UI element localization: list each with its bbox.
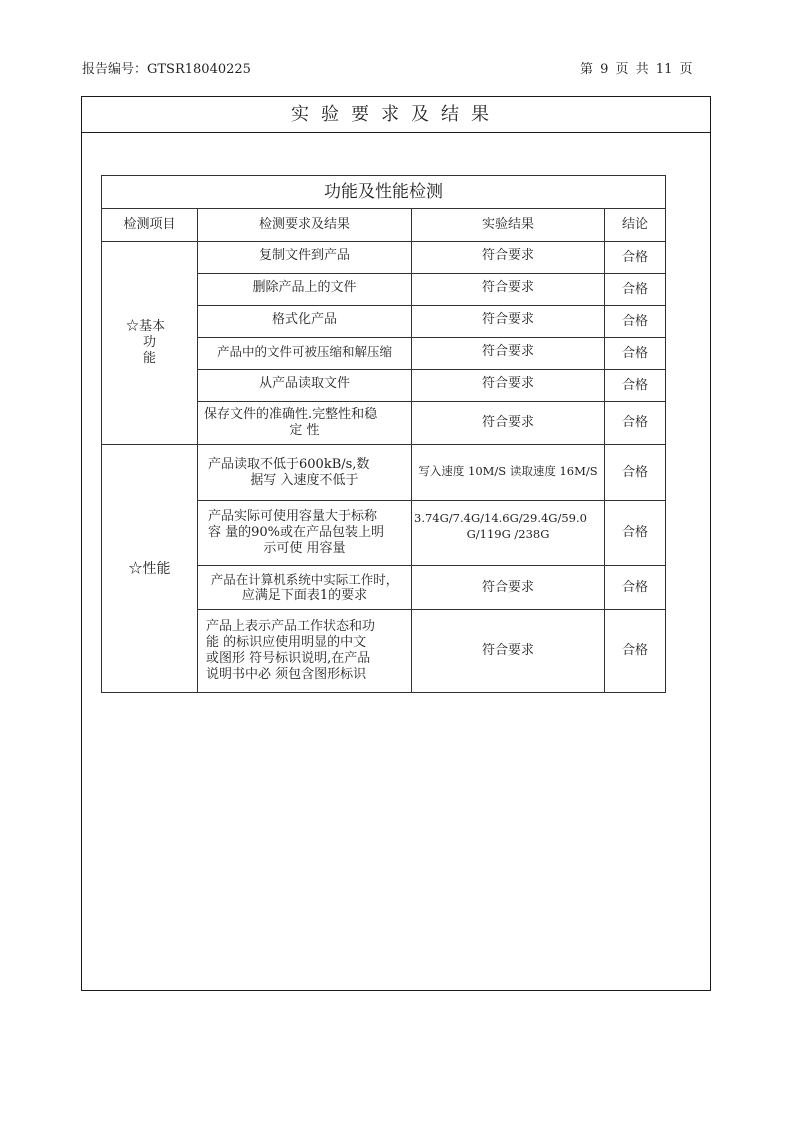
- result-cell: 符合要求: [412, 272, 605, 304]
- table-title: 功能及性能检测: [102, 176, 666, 209]
- category-line: 功: [142, 335, 156, 350]
- requirement-line: 应满足下面表1的要求: [241, 587, 368, 603]
- result-cell: [412, 501, 605, 566]
- conclusion-cell: 合格: [605, 445, 666, 501]
- requirement-cell: 格式化产品: [198, 304, 412, 336]
- result-cell: 符合要求: [412, 336, 605, 368]
- result-cell: 写入速度 10M/S 读取速度 16M/S: [412, 443, 605, 499]
- conclusion-cell: 合格: [605, 274, 666, 306]
- requirement-line: 产品在计算机系统中实际工作时，: [210, 571, 399, 587]
- requirement-line: 容 量的90%或在产品包装上明: [208, 525, 385, 540]
- requirement-cell: 复制文件到产品: [198, 240, 412, 272]
- requirement-cell: [198, 566, 412, 610]
- conclusion-cell: 合格: [605, 501, 666, 566]
- column-header-conclusion: 结论: [605, 209, 666, 242]
- requirement-line: 产品上表示产品工作状态和功: [206, 619, 376, 634]
- requirement-line: 说明书中必 须包含图形标识: [206, 667, 367, 682]
- requirement-cell: 删除产品上的文件: [198, 272, 412, 304]
- table-row: [102, 445, 666, 501]
- requirement-cell: [198, 610, 412, 693]
- requirement-cell: [198, 501, 412, 566]
- page-indicator: 第 9 页 共 11 页: [580, 62, 693, 77]
- column-header-requirement: 检测要求及结果: [198, 209, 412, 242]
- requirement-cell: 从产品读取文件: [198, 368, 412, 400]
- column-header-row: [102, 209, 666, 242]
- result-cell: 符合要求: [412, 240, 605, 272]
- conclusion-cell: 合格: [605, 402, 666, 445]
- result-cell: 符合要求: [412, 610, 605, 693]
- result-line: G/119G /238G: [466, 527, 550, 541]
- result-cell: 符合要求: [412, 368, 605, 400]
- report-number: 报告编号：GTSR18040225: [82, 62, 251, 77]
- requirement-line: 产品实际可使用容量大于标称: [208, 509, 378, 524]
- category-line: ☆基本: [125, 319, 165, 334]
- column-header-result: 实验结果: [412, 209, 605, 242]
- conclusion-cell: 合格: [605, 566, 666, 610]
- requirement-line: 据写 入速度不低于: [250, 472, 359, 488]
- table-row: [102, 242, 666, 274]
- requirement-line: 产品读取不低于600kB/s,数: [208, 456, 370, 472]
- conclusion-cell: 合格: [605, 306, 666, 338]
- requirement-line: 保存文件的准确性.完整性和稳: [204, 407, 378, 422]
- result-line: 3.74G/7.4G/14.6G/29.4G/59.0: [414, 511, 587, 525]
- category-line: ☆性能: [128, 560, 171, 577]
- table-title-row: [102, 176, 666, 209]
- requirement-cell: [198, 402, 412, 445]
- result-cell: 符合要求: [412, 566, 605, 610]
- category-line: 能: [142, 351, 156, 366]
- requirement-cell: [198, 445, 412, 501]
- result-cell: 符合要求: [412, 304, 605, 336]
- requirement-line: 能 的标识应使用明显的中文: [206, 635, 367, 650]
- requirement-cell: 产品中的文件可被压缩和解压缩: [198, 336, 412, 368]
- conclusion-cell: 合格: [605, 242, 666, 274]
- frame-title: 实验要求及结果: [82, 97, 710, 133]
- requirement-line: 示可使 用容量: [263, 541, 346, 556]
- category-basic-function: [102, 242, 198, 445]
- category-performance: [102, 445, 198, 693]
- conclusion-cell: 合格: [605, 610, 666, 693]
- function-performance-table: [101, 175, 666, 693]
- requirement-line: 或图形 符号标识说明,在产品: [206, 651, 371, 666]
- conclusion-cell: 合格: [605, 370, 666, 402]
- result-cell: 符合要求: [412, 402, 605, 445]
- requirement-line: 定 性: [289, 423, 320, 438]
- conclusion-cell: 合格: [605, 338, 666, 370]
- column-header-item: 检测项目: [102, 209, 198, 242]
